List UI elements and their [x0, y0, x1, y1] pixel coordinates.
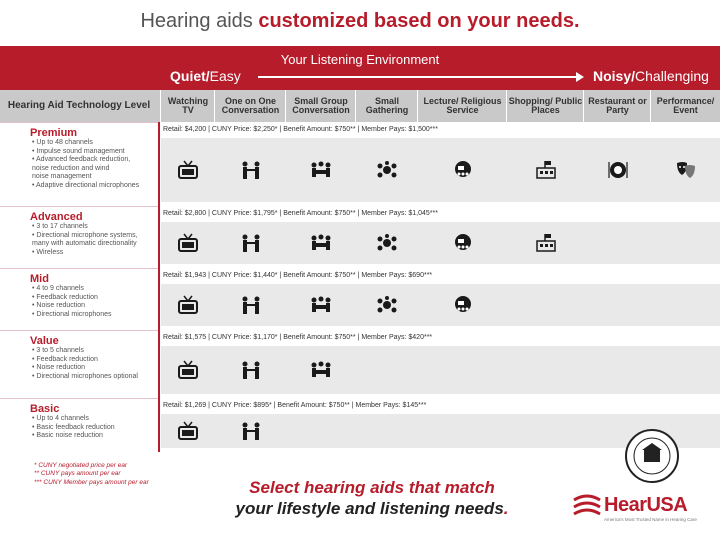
- price-line: Retail: $4,200 | CUNY Price: $2,250* | Benefit Amount: $750** | Member Pays: $1,500***: [163, 126, 438, 133]
- tier-feature: • Feedback reduction: [32, 293, 98, 301]
- tier-feature: • Basic noise reduction: [32, 432, 103, 440]
- tier-name: Advanced: [30, 211, 83, 223]
- tier-feature: many with automatic directionality: [32, 240, 137, 248]
- tv-icon: [177, 421, 199, 441]
- tier-name: Value: [30, 335, 59, 347]
- tier-feature: • Up to 4 channels: [32, 415, 89, 422]
- price-line: Retail: $1,943 | CUNY Price: $1,440* | Benefit Amount: $750** | Member Pays: $690***: [163, 272, 433, 279]
- tv-icon: [177, 295, 199, 315]
- tier-feature: • 3 to 17 channels: [32, 223, 88, 230]
- small-group-icon: [310, 233, 332, 253]
- tier-feature: • Directional microphones: [32, 310, 112, 318]
- environment-banner: [0, 46, 720, 90]
- tier-feature: • Directional microphone systems,: [32, 231, 138, 239]
- cta-line-1: Select hearing aids that match: [249, 478, 495, 497]
- small-group-icon: [310, 160, 332, 180]
- tier-mid: [0, 268, 158, 331]
- tier-feature: • 3 to 5 channels: [32, 347, 84, 354]
- quiet-label: Quiet/Easy: [170, 68, 241, 84]
- tier-feature: • Noise reduction: [32, 302, 86, 310]
- footnotes: [34, 462, 149, 487]
- tv-icon: [177, 160, 199, 180]
- logo-name: HearUSA: [604, 494, 688, 516]
- one-on-one-icon: [240, 160, 262, 180]
- column-header: Small Group Conversation: [292, 95, 350, 115]
- small-group-icon: [310, 295, 332, 315]
- page-title: Hearing aids customized based on your needs.: [140, 10, 580, 32]
- shopping-icon: [535, 233, 557, 253]
- gathering-icon: [376, 295, 398, 315]
- tv-icon: [177, 360, 199, 380]
- footnote: * CUNY negotiated price per ear: [34, 462, 128, 469]
- tier-feature: • Advanced feedback reduction,: [32, 156, 131, 164]
- tier-feature: • Basic feedback reduction: [32, 423, 115, 431]
- column-header-level: Hearing Aid Technology Level: [7, 99, 151, 111]
- tier-feature: • Adaptive directional microphones: [32, 181, 140, 189]
- price-line: Retail: $2,800 | CUNY Price: $1,795* | Benefit Amount: $750** | Member Pays: $1,045***: [163, 210, 438, 217]
- column-header: Shopping/ Public Places: [508, 95, 583, 115]
- tier-feature: • Directional microphones optional: [32, 372, 138, 380]
- column-header: Lecture/ Religious Service: [423, 95, 502, 115]
- tier-feature: • Wireless: [32, 248, 64, 256]
- tier-feature: • Impulse sound management: [32, 147, 125, 155]
- tier-feature: • Feedback reduction: [32, 355, 98, 363]
- price-line: Retail: $1,269 | CUNY Price: $895* | Benefit Amount: $750** | Member Pays: $145***: [163, 402, 427, 409]
- shopping-icon: [535, 160, 557, 180]
- divider: [158, 122, 160, 452]
- column-header: One on One Conversation: [221, 95, 280, 115]
- tier-feature: • Noise reduction: [32, 364, 86, 372]
- environment-label: Your Listening Environment: [280, 52, 440, 67]
- lecture-icon: [452, 160, 474, 180]
- lecture-icon: [452, 295, 474, 315]
- one-on-one-icon: [240, 233, 262, 253]
- tier-basic: [0, 398, 158, 453]
- tier-name: Mid: [30, 273, 49, 285]
- hearusa-logo: [572, 490, 702, 526]
- noisy-label: Noisy/Challenging: [593, 68, 709, 84]
- welfare-fund-seal-icon: [624, 428, 680, 484]
- theater-masks-icon: [675, 160, 697, 180]
- arrow-right-icon: [258, 76, 578, 78]
- lecture-icon: [452, 233, 474, 253]
- cta-line-2: your lifestyle and listening needs.: [235, 499, 509, 519]
- call-to-action: [192, 477, 552, 520]
- column-header: Small Gathering: [365, 95, 409, 115]
- tier-name: Premium: [30, 127, 78, 139]
- footnote: ** CUNY pays amount per ear: [34, 470, 121, 478]
- tier-feature: • Up to 48 channels: [32, 139, 93, 146]
- tier-value: [0, 330, 158, 399]
- gathering-icon: [376, 160, 398, 180]
- tier-feature: • 4 to 9 channels: [32, 285, 84, 292]
- column-header: Performance/ Event: [656, 95, 715, 115]
- restaurant-icon: [607, 160, 629, 180]
- footnote: *** CUNY Member pays amount per ear: [34, 478, 149, 486]
- one-on-one-icon: [240, 295, 262, 315]
- price-line: Retail: $1,575 | CUNY Price: $1,170* | Benefit Amount: $750** | Member Pays: $420***: [163, 334, 433, 341]
- small-group-icon: [310, 360, 332, 380]
- tier-premium: [0, 122, 158, 207]
- one-on-one-icon: [240, 360, 262, 380]
- gathering-icon: [376, 233, 398, 253]
- column-header: Restaurant or Party: [588, 95, 647, 115]
- tier-feature: noise management: [32, 173, 92, 181]
- tier-advanced: [0, 206, 158, 269]
- tier-feature: noise reduction and wind: [32, 164, 110, 172]
- one-on-one-icon: [240, 421, 262, 441]
- tier-name: Basic: [30, 403, 60, 415]
- column-header-row: [0, 90, 720, 122]
- tv-icon: [177, 233, 199, 253]
- logo-tagline: America's Most Trusted Name in Hearing Care: [604, 517, 697, 522]
- column-header: Watching TV: [167, 95, 209, 115]
